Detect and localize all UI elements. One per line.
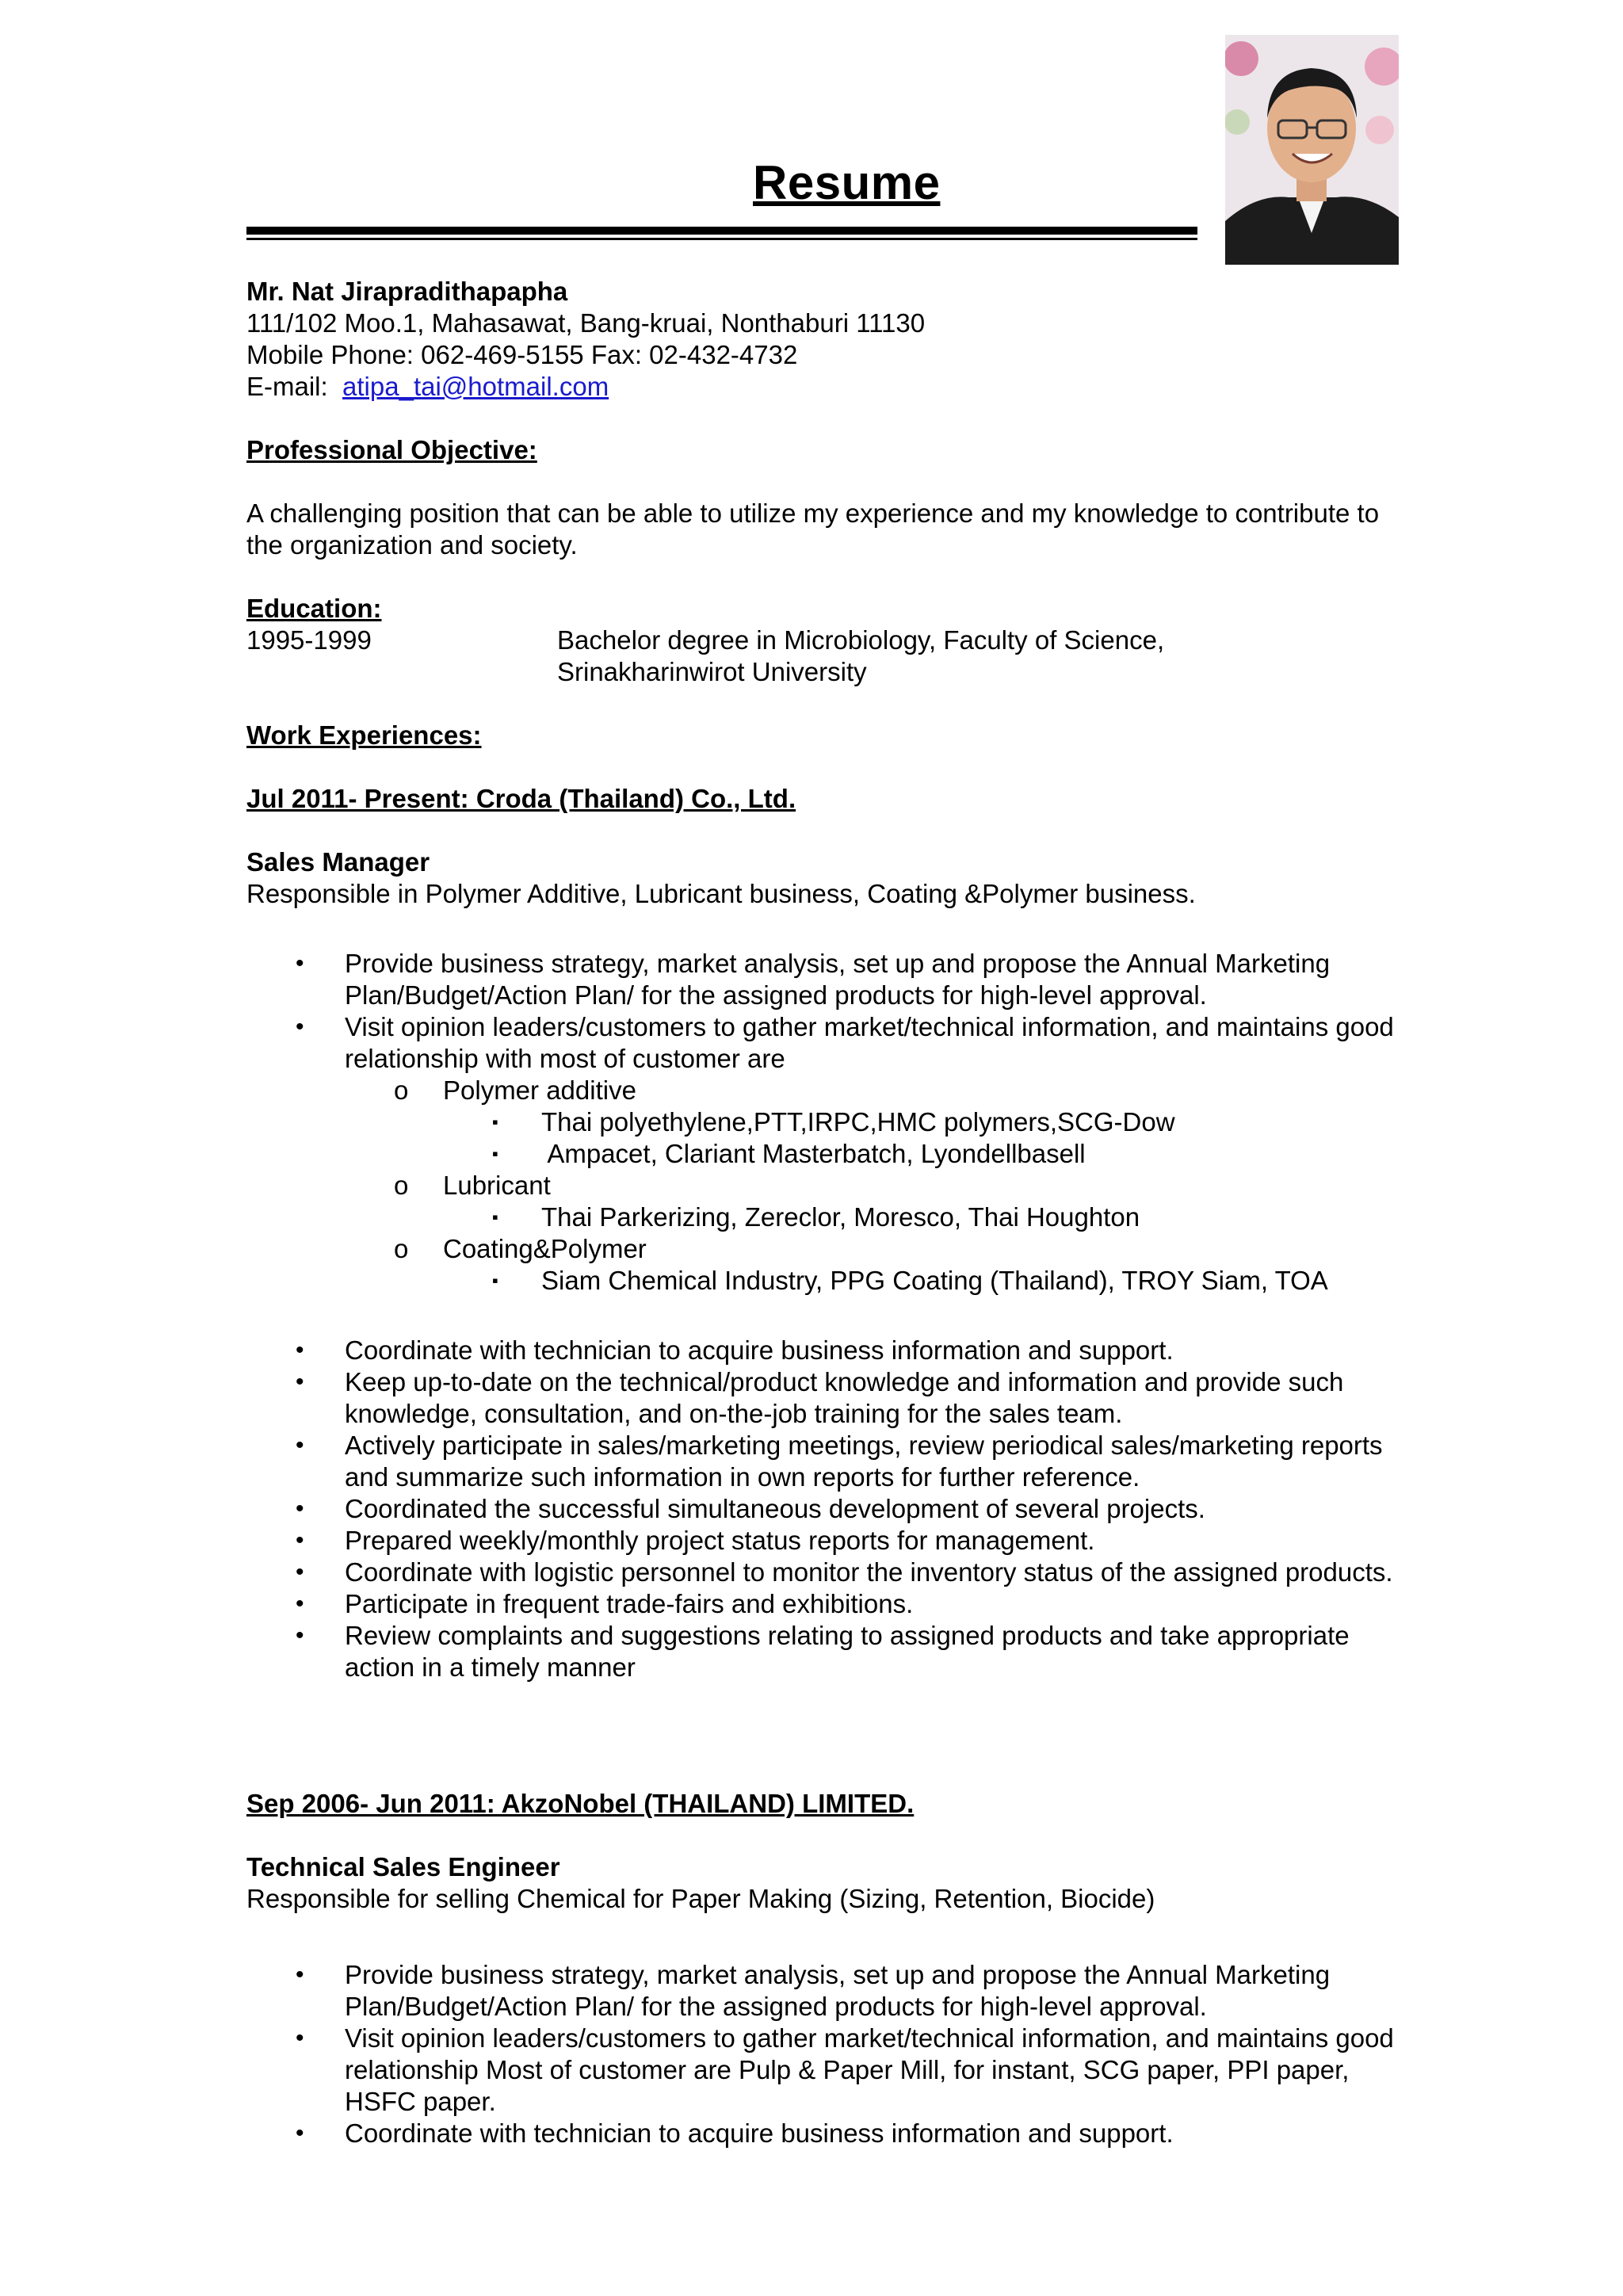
- education-university: Srinakharinwirot University: [557, 657, 867, 686]
- page-title: Resume: [753, 156, 941, 209]
- job-1-bullets-b: [246, 1335, 1483, 1683]
- bullet-icon: •: [296, 1432, 304, 1458]
- objective-line: A challenging position that can be able to utilize my experience and my knowledge to contribute to: [246, 499, 1380, 528]
- phone-fax: Mobile Phone: 062-469-5155 Fax: 02-432-4732: [246, 340, 798, 369]
- bullet-icon: •: [296, 1559, 304, 1585]
- bullet-icon: •: [296, 1962, 304, 1988]
- bullet-icon: •: [296, 1337, 304, 1363]
- work-heading: Work Experiences:: [246, 720, 482, 750]
- bullet-icon: •: [296, 1527, 304, 1553]
- list-item: • Coordinate with technician to acquire business information and support.: [296, 1335, 1174, 1365]
- objective-section: [246, 434, 1483, 466]
- customer-item: ▪ Thai polyethylene,PTT,IRPC,HMC polymers,SCG-Dow: [492, 1107, 1175, 1137]
- list-item: • Review complaints and suggestions relating to assigned products and take appropriate action in a timely manner: [296, 1621, 1350, 1682]
- job-2-summary: Responsible for selling Chemical for Paper Making (Sizing, Retention, Biocide): [246, 1884, 1155, 1913]
- title-rule-thin: [246, 238, 1197, 240]
- job-1-role: Sales Manager: [246, 847, 430, 877]
- job-2-bullets: [246, 1959, 1483, 2149]
- list-item: • Coordinate with logistic personnel to monitor the inventory status of the assigned products.: [296, 1557, 1393, 1587]
- address: 111/102 Moo.1, Mahasawat, Bang-kruai, Nonthaburi 11130: [246, 308, 926, 338]
- education-heading: Education:: [246, 594, 382, 623]
- job-2-period-block: [246, 1788, 1483, 1820]
- job-1-summary: Responsible in Polymer Additive, Lubricant business, Coating &Polymer business.: [246, 879, 1196, 908]
- sub-bullet-icon: o: [394, 1234, 409, 1263]
- education-description: [557, 625, 1429, 688]
- bullet-icon: •: [296, 1369, 304, 1395]
- education-year: 1995-1999: [246, 625, 372, 655]
- list-item: • Prepared weekly/monthly project status reports for management.: [296, 1526, 1095, 1555]
- sub-bullet-icon: o: [394, 1075, 409, 1105]
- bullet-icon: •: [296, 1496, 304, 1522]
- square-bullet-icon: ▪: [492, 1207, 498, 1227]
- square-bullet-icon: ▪: [492, 1270, 498, 1290]
- work-heading-block: [246, 720, 1483, 751]
- segment-item: o Polymer additive ▪ Thai polyethylene,PTT,IRPC,HMC polymers,SCG-Dow ▪ Ampacet, Clariant Masterbatch, Lyondellbasell: [345, 1075, 1483, 1170]
- title-rule-thick: [246, 227, 1197, 235]
- job-1-bullets-a: [246, 948, 1483, 1297]
- job-1-role-block: [246, 846, 1483, 910]
- email-link[interactable]: atipa_tai@hotmail.com: [342, 372, 609, 401]
- bullet-icon: •: [296, 2025, 304, 2051]
- list-item: • Visit opinion leaders/customers to gather market/technical information, and maintains good relationship Most of customer are Pulp & Paper Mill, for instant, SCG paper, PPI paper, HSFC paper.: [296, 2023, 1394, 2116]
- list-item: • Keep up-to-date on the technical/product knowledge and information and provide such knowledge, consultation, and on-the-job training for the sales team.: [296, 1367, 1344, 1428]
- job-1-period: Jul 2011- Present: Croda (Thailand) Co., Ltd.: [246, 784, 796, 813]
- list-item: • Visit opinion leaders/customers to gather market/technical information, and maintains good relationship with most of customer are o Polymer additive ▪ Thai polyethylene,PTT,IRPC,HMC polymers,SCG-Dow ▪ Ampacet, Clariant Masterbatch, Lyondellbasell o Lubricant ▪ Thai Parkerizing, Zereclor, Moresco, Thai Houghton o Coating&Polymer ▪ Siam Chemical Industry, PPG Coating (Thailand), TROY Siam, TOA: [246, 1011, 1483, 1297]
- job-2-period: Sep 2006- Jun 2011: AkzoNobel (THAILAND) LIMITED.: [246, 1789, 915, 1818]
- email-label: E-mail:: [246, 372, 328, 401]
- list-item: • Actively participate in sales/marketing meetings, review periodical sales/marketing reports and summarize such information in own reports for further reference.: [296, 1431, 1383, 1492]
- education-section: [246, 593, 1483, 688]
- list-item: • Coordinate with technician to acquire business information and support.: [296, 2118, 1174, 2148]
- email-line: [246, 371, 1483, 403]
- job-2-role: Technical Sales Engineer: [246, 1852, 560, 1881]
- list-item: • Coordinated the successful simultaneous development of several projects.: [296, 1494, 1205, 1523]
- bullet-icon: •: [296, 1622, 304, 1648]
- contact-block: [246, 276, 1483, 403]
- candidate-name: Mr. Nat Jirapradithapapha: [246, 277, 568, 306]
- bullet-icon: •: [296, 1591, 304, 1617]
- profile-photo: [1225, 35, 1399, 265]
- sub-bullet-icon: o: [394, 1171, 409, 1200]
- objective-heading: Professional Objective:: [246, 435, 537, 464]
- objective-text: [246, 498, 1483, 561]
- segment-item: o Lubricant ▪ Thai Parkerizing, Zereclor, Moresco, Thai Houghton: [345, 1170, 1483, 1233]
- list-item: • Provide business strategy, market analysis, set up and propose the Annual Marketing Plan/Budget/Action Plan/ for the assigned products for high-level approval.: [296, 1960, 1331, 2021]
- education-degree: Bachelor degree in Microbiology, Faculty of Science,: [557, 625, 1165, 655]
- square-bullet-icon: ▪: [492, 1112, 498, 1132]
- segment-item: o Coating&Polymer ▪ Siam Chemical Industry, PPG Coating (Thailand), TROY Siam, TOA: [345, 1233, 1483, 1297]
- customer-item: ▪ Thai Parkerizing, Zereclor, Moresco, Thai Houghton: [492, 1202, 1140, 1232]
- list-item: • Provide business strategy, market analysis, set up and propose the Annual Marketing Plan/Budget/Action Plan/ for the assigned products for high-level approval.: [296, 949, 1331, 1010]
- bullet-icon: •: [296, 950, 304, 976]
- objective-line: the organization and society.: [246, 530, 578, 560]
- job-2-role-block: [246, 1851, 1483, 1915]
- bullet-icon: •: [296, 1014, 304, 1040]
- list-item: • Participate in frequent trade-fairs and exhibitions.: [296, 1589, 914, 1618]
- customer-item: ▪ Siam Chemical Industry, PPG Coating (Thailand), TROY Siam, TOA: [492, 1266, 1328, 1295]
- customer-item: ▪ Ampacet, Clariant Masterbatch, Lyondellbasell: [492, 1139, 1086, 1168]
- square-bullet-icon: ▪: [492, 1144, 498, 1163]
- job-1-period-block: [246, 783, 1483, 815]
- bullet-icon: •: [296, 2120, 304, 2146]
